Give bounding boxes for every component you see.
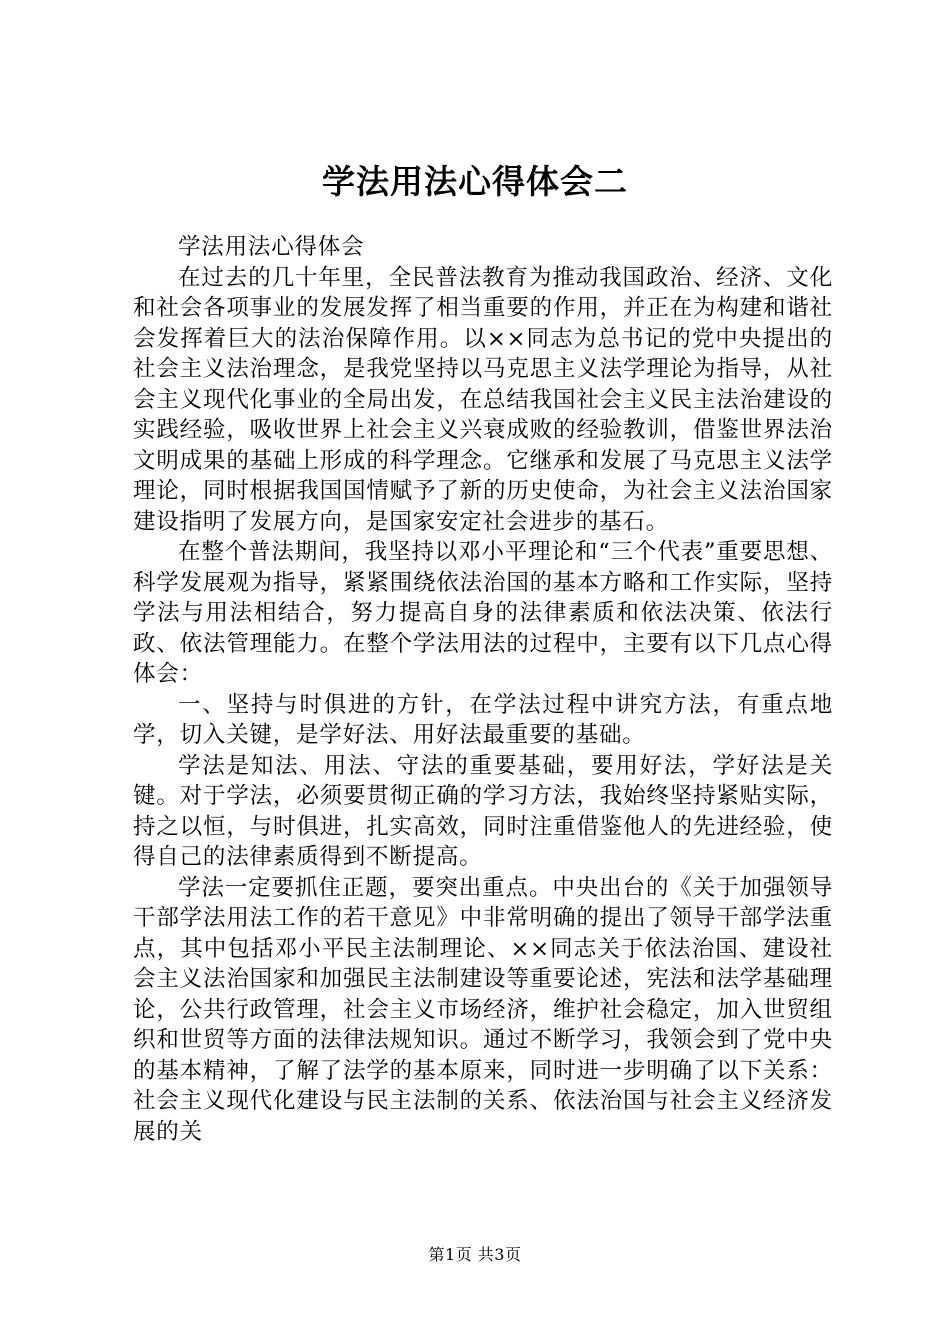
- body-paragraph: 学法是知法、用法、守法的重要基础，要用好法，学好法是关键。对于学法，必须要贯彻正确的学习方法，我始终坚持紧贴实际，持之以恒，与时俱进，扎实高效，同时注重借鉴他人的先进经验，使得自己的法律素质得到不断提高。: [133, 752, 833, 870]
- body-paragraph: 一、坚持与时俱进的方针，在学法过程中讲究方法，有重点地学，切入关键，是学好法、用好法最重要的基础。: [133, 691, 833, 748]
- document-title: 学法用法心得体会二: [322, 162, 628, 201]
- document-body: [133, 232, 833, 1147]
- subtitle-paragraph: 学法用法心得体会: [178, 234, 365, 260]
- body-paragraph: 在整个普法期间，我坚持以邓小平理论和“三个代表”重要思想、科学发展观为指导，紧紧围绕依法治国的基本方略和工作实际，坚持学法与用法相结合，努力提高自身的法律素质和依法决策、依法行政、依法管理能力。在整个学法用法的过程中，主要有以下几点心得体会：: [133, 539, 833, 687]
- page-footer: 第1页 共3页: [428, 1245, 522, 1264]
- body-paragraph: 在过去的几十年里，全民普法教育为推动我国政治、经济、文化和社会各项事业的发展发挥了相当重要的作用，并正在为构建和谐社会发挥着巨大的法治保障作用。以××同志为总书记的党中央提出的社会主义法治理念，是我党坚持以马克思主义法学理论为指导，从社会主义现代化事业的全局出发，在总结我国社会主义民主法治建设的实践经验，吸收世界上社会主义兴衰成败的经验教训，借鉴世界法治文明成果的基础上形成的科学理念。它继承和发展了马克思主义法学理论，同时根据我国国情赋予了新的历史使命，为社会主义法治国家建设指明了发展方向，是国家安定社会进步的基石。: [133, 264, 833, 535]
- body-paragraph: 学法一定要抓住正题，要突出重点。中央出台的《关于加强领导干部学法用法工作的若干意见》中非常明确的提出了领导干部学法重点，其中包括邓小平民主法制理论、××同志关于依法治国、建设社会主义法治国家和加强民主法制建设等重要论述，宪法和法学基础理论，公共行政管理，社会主义市场经济，维护社会稳定，加入世贸组织和世贸等方面的法律法规知识。通过不断学习，我领会到了党中央的基本精神，了解了法学的基本原来，同时进一步明确了以下关系：社会主义现代化建设与民主法制的关系、依法治国与社会主义经济发展的关: [133, 874, 833, 1145]
